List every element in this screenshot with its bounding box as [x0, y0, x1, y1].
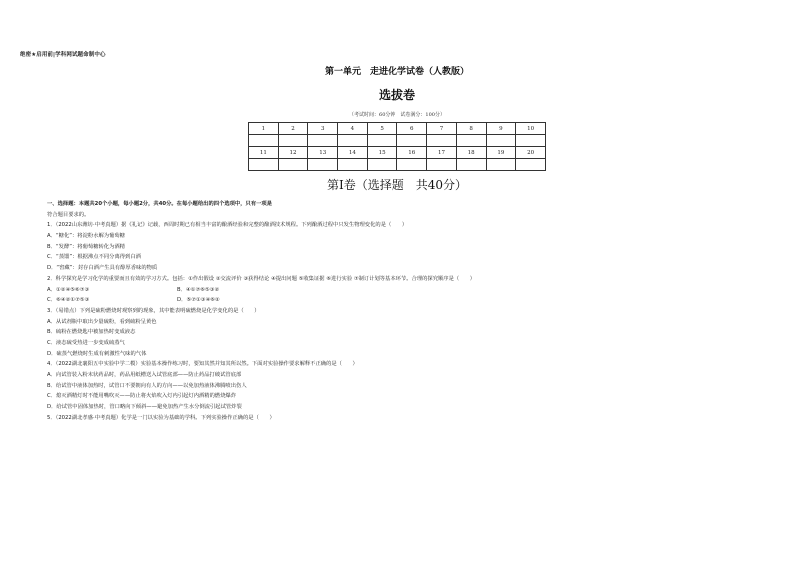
question-2: 2．科学探究是学习化学的重要而且有效的学习方式。包括：①作出假设 ②交流评价 ③获得结论 ④提出问题 ⑤收集证据 ⑥进行实验 ⑦制订计划等基本环节。合理的探究顺序是（ ） — [47, 275, 476, 282]
q4-option-a: A．向试管装入粉末状药品时，药品用纸槽送入试管底部——防止药品打破试管底部 — [47, 372, 242, 378]
grid-cell: 1 — [249, 123, 279, 135]
q3-option-b: B．硫粉在燃烧匙中被加热时变成液态 — [47, 329, 136, 336]
grid-cell: 16 — [397, 147, 427, 159]
answer-cell[interactable] — [278, 159, 308, 171]
grid-cell: 17 — [427, 147, 457, 159]
exam-info: （考试时间：60分钟 试卷满分：100分） — [349, 112, 445, 118]
q2-option-a: A．①②④⑤⑥⑦③ — [47, 286, 90, 293]
q3-option-a: A．从试剂瓶中取出少量硫粉，看到硫粉呈黄色 — [47, 318, 157, 325]
question-3: 3．（易错点）下列是硫粉燃烧时观察到的现象，其中能表明硫燃烧是化学变化的是（ ） — [47, 307, 260, 314]
exam-title: 第一单元 走进化学试卷（人教版） — [324, 67, 469, 77]
q3-option-d: D．硫蒸气燃烧时生成有刺激性气味的气体 — [47, 350, 147, 357]
q4-option-c: C．熄灭酒精灯时不能用嘴吹灭——防止将火焰吹入灯内引起灯内酒精的燃烧爆炸 — [47, 393, 237, 400]
grid-cell: 20 — [516, 147, 546, 159]
grid-cell: 10 — [516, 123, 546, 135]
answer-cell[interactable] — [367, 159, 397, 171]
answer-cell[interactable] — [367, 135, 397, 147]
answer-cell[interactable] — [486, 159, 516, 171]
answer-cell[interactable] — [308, 135, 338, 147]
answer-cell[interactable] — [516, 135, 546, 147]
q2-option-c: C．⑥④②①⑦⑤③ — [47, 297, 90, 304]
grid-cell: 18 — [456, 147, 486, 159]
grid-cell: 14 — [338, 147, 368, 159]
grid-cell: 12 — [278, 147, 308, 159]
exam-subtitle: 选拔卷 — [378, 88, 415, 102]
q1-option-d: D．“窖藏”：封存白酒产生具有醇厚香味的物质 — [47, 265, 158, 272]
answer-cell[interactable] — [516, 159, 546, 171]
grid-cell: 11 — [249, 147, 279, 159]
q4-option-d: D．给试管中固体加热时，管口略向下倾斜——避免加热产生水分倒流引起试管炸裂 — [47, 404, 242, 411]
answer-cell[interactable] — [427, 159, 457, 171]
grid-cell: 2 — [278, 123, 308, 135]
question-4: 4．（2022湖北襄阳五中实验中学二模）实验基本操作练习时，要知其然并知其所以然。下面对实验操作要求解释不正确的是（ ） — [47, 361, 358, 368]
question-1: 1．（2022山东潍坊·中考真题）据《礼记》记载，西周时期已有相当丰富的酿酒经验和完整的酿酒技术规程。下列酿酒过程中只发生物理变化的是（ ） — [47, 222, 408, 229]
answer-cell[interactable] — [308, 159, 338, 171]
answer-cell[interactable] — [338, 159, 368, 171]
answer-cell[interactable] — [278, 135, 308, 147]
answer-cell[interactable] — [486, 135, 516, 147]
grid-cell: 19 — [486, 147, 516, 159]
q2-option-d: D．⑤⑦①③④⑥② — [177, 297, 220, 304]
q1-option-c: C．“蒸馏”：根据沸点不同分离得到白酒 — [47, 254, 141, 261]
q2-option-b: B．④①⑦⑥⑤③② — [177, 286, 220, 293]
answer-cell[interactable] — [249, 159, 279, 171]
q4-option-b: B．给试管中液体加热时，试管口不要朝向有人的方向——以免加热液体沸腾喷出伤人 — [47, 382, 247, 389]
answer-cell[interactable] — [456, 135, 486, 147]
answer-cell[interactable] — [456, 159, 486, 171]
confidential-tag: 绝密★启用前|学科网试题命制中心 — [20, 52, 106, 58]
answer-cell[interactable] — [397, 135, 427, 147]
grid-cell: 9 — [486, 123, 516, 135]
grid-cell: 7 — [427, 123, 457, 135]
section-title: 第Ⅰ卷（选择题 共40分） — [326, 178, 467, 192]
q3-option-c: C．液态硫受热进一步变成硫蒸气 — [47, 339, 125, 346]
q2-options-row-2 — [47, 295, 607, 306]
q2-options-row-1 — [47, 285, 607, 296]
answer-grid-row-blank-2 — [249, 159, 546, 171]
section-intro: 一、选择题：本题共20个小题，每小题2分，共40分。在每小题给出的四个选项中，只有一项是 — [47, 201, 273, 207]
grid-cell: 4 — [338, 123, 368, 135]
answer-grid-row-blank-1 — [249, 135, 546, 147]
answer-grid-row-numbers-2 — [249, 147, 546, 159]
answer-grid-row-numbers-1 — [249, 123, 546, 135]
question-5: 5．（2022湖北孝感·中考真题）化学是一门以实验为基础的学科。下列实验操作正确的是（ ） — [47, 414, 275, 421]
question-body — [47, 199, 607, 423]
grid-cell: 8 — [456, 123, 486, 135]
answer-cell[interactable] — [249, 135, 279, 147]
answer-grid — [248, 122, 546, 171]
answer-cell[interactable] — [397, 159, 427, 171]
answer-cell[interactable] — [338, 135, 368, 147]
answer-cell[interactable] — [427, 135, 457, 147]
grid-cell: 13 — [308, 147, 338, 159]
q1-option-a: A．“糖化”：将淀粉水解为葡萄糖 — [47, 233, 125, 240]
grid-cell: 5 — [367, 123, 397, 135]
grid-cell: 3 — [308, 123, 338, 135]
grid-cell: 15 — [367, 147, 397, 159]
section-intro-cont: 符合题目要求的。 — [47, 211, 90, 218]
grid-cell: 6 — [397, 123, 427, 135]
q1-option-b: B．“发酵”：将葡萄糖转化为酒精 — [47, 243, 125, 250]
